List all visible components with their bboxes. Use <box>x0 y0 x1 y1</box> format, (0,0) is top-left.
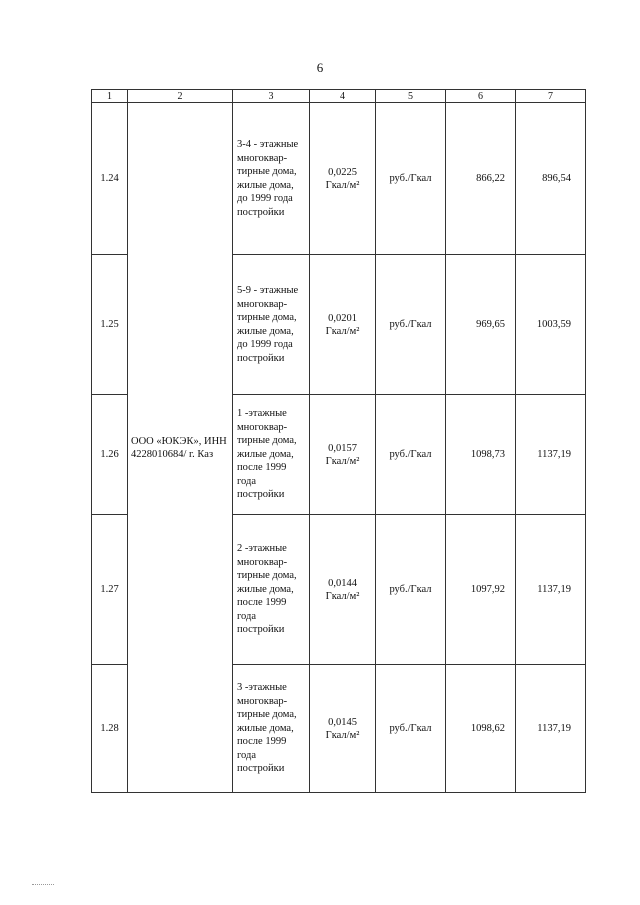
column-header: 7 <box>516 90 586 103</box>
tariff-cell: 1097,92 <box>446 515 516 665</box>
tariff-cell: 1003,59 <box>516 255 586 395</box>
row-number: 1.26 <box>92 395 128 515</box>
norm-cell <box>310 665 376 793</box>
tariff-cell: 896,54 <box>516 103 586 255</box>
row-number: 1.27 <box>92 515 128 665</box>
unit-cell: руб./Гкал <box>376 515 446 665</box>
table-row <box>92 103 586 255</box>
row-number: 1.25 <box>92 255 128 395</box>
tariff-cell: 866,22 <box>446 103 516 255</box>
norm-cell <box>310 255 376 395</box>
row-number: 1.24 <box>92 103 128 255</box>
column-header: 3 <box>233 90 310 103</box>
unit-cell: руб./Гкал <box>376 395 446 515</box>
unit-cell: руб./Гкал <box>376 665 446 793</box>
description-cell: 1 -этажные многоквар-тирные дома, жилые дома, после 1999 года постройки <box>233 395 310 515</box>
norm-unit: Гкал/м² <box>325 729 360 741</box>
row-number: 1.28 <box>92 665 128 793</box>
tariff-cell: 1137,19 <box>516 395 586 515</box>
column-header: 4 <box>310 90 376 103</box>
unit-cell: руб./Гкал <box>376 255 446 395</box>
norm-value: 0,0201 <box>328 312 357 324</box>
norm-unit: Гкал/м² <box>325 590 360 602</box>
norm-value: 0,0225 <box>328 166 357 178</box>
norm-cell <box>310 395 376 515</box>
norm-value: 0,0157 <box>328 442 357 454</box>
tariff-cell: 1137,19 <box>516 665 586 793</box>
column-header: 2 <box>128 90 233 103</box>
description-cell: 2 -этажные многоквар-тирные дома, жилые дома, после 1999 года постройки <box>233 515 310 665</box>
tariff-cell: 969,65 <box>446 255 516 395</box>
norm-cell <box>310 103 376 255</box>
description-cell: 5-9 - этажные многоквар-тирные дома, жилые дома, до 1999 года постройки <box>233 255 310 395</box>
header-row <box>92 90 586 103</box>
tariff-cell: 1137,19 <box>516 515 586 665</box>
norm-unit: Гкал/м² <box>325 179 360 191</box>
norm-value: 0,0145 <box>328 716 357 728</box>
description-cell: 3 -этажные многоквар-тирные дома, жилые дома, после 1999 года постройки <box>233 665 310 793</box>
tariff-cell: 1098,62 <box>446 665 516 793</box>
tariff-table <box>91 89 586 793</box>
unit-cell: руб./Гкал <box>376 103 446 255</box>
page-number: 6 <box>316 60 324 75</box>
column-header: 1 <box>92 90 128 103</box>
description-cell: 3-4 - этажные многоквар-тирные дома, жилые дома, до 1999 года постройки <box>233 103 310 255</box>
tariff-cell: 1098,73 <box>446 395 516 515</box>
norm-cell <box>310 515 376 665</box>
column-header: 5 <box>376 90 446 103</box>
scan-mark <box>32 884 54 886</box>
norm-unit: Гкал/м² <box>325 455 360 467</box>
norm-value: 0,0144 <box>328 577 357 589</box>
norm-unit: Гкал/м² <box>325 325 360 337</box>
organization-cell: ООО «ЮКЭК», ИНН 4228010684/ г. Каз <box>128 103 233 793</box>
column-header: 6 <box>446 90 516 103</box>
